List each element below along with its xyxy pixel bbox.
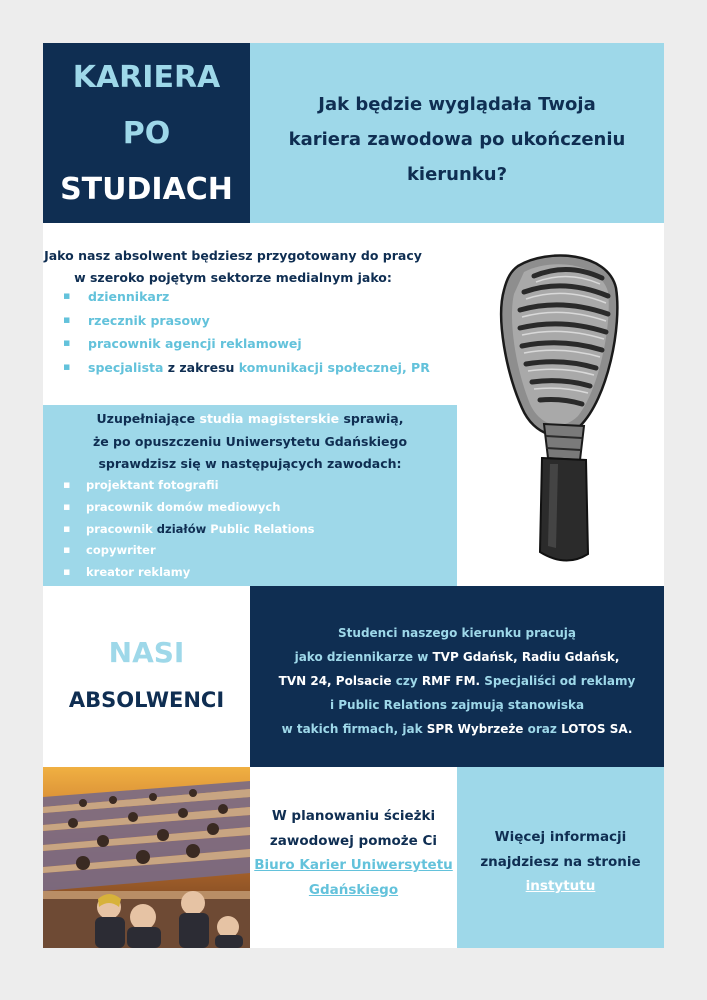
alumni-employers-1: TVP Gdańsk, Radiu Gdańsk, bbox=[432, 650, 620, 664]
job-label: kreator reklamy bbox=[86, 565, 191, 580]
job-label-field: komunikacji społecznej, PR bbox=[238, 359, 430, 375]
job-label: pracownik agencji reklamowej bbox=[88, 336, 302, 351]
job-label: dziennikarz bbox=[88, 289, 170, 304]
job-label: projektant fotografii bbox=[86, 478, 219, 492]
alumni-line-4: i Public Relations zajmują stanowiska bbox=[329, 698, 585, 712]
alumni-title-panel bbox=[43, 586, 250, 767]
career-office-link[interactable]: Biuro Karier Uniwersytetu bbox=[254, 857, 453, 873]
more-info-line-2: znajdziesz na stronie bbox=[480, 853, 641, 870]
list-item bbox=[63, 478, 315, 500]
masters-line-1 bbox=[43, 408, 457, 431]
more-info-panel bbox=[457, 767, 664, 948]
bullet-icon: ▪ bbox=[63, 312, 71, 326]
masters-line-3: sprawdzisz się w następujących zawodach: bbox=[98, 456, 402, 471]
career-office-link-continued[interactable]: Gdańskiego bbox=[308, 881, 399, 898]
alumni-line-3 bbox=[250, 669, 664, 693]
alumni-line-5-a: w takich firmach, jak bbox=[281, 722, 427, 736]
career-office-line-1: W planowaniu ścieżki bbox=[271, 808, 436, 824]
alumni-employers-3: RMF FM. bbox=[421, 674, 481, 688]
lecture-hall-image bbox=[43, 767, 250, 948]
title-line-studiach: STUDIACH bbox=[60, 172, 233, 207]
bullet-icon: ▪ bbox=[63, 565, 71, 579]
job-label-pr: Public Relations bbox=[206, 521, 315, 536]
alumni-title-nasi: NASI bbox=[108, 636, 185, 669]
career-office-line-2: zawodowej pomoże Ci bbox=[269, 832, 438, 849]
job-label-a: pracownik bbox=[86, 521, 157, 536]
alumni-line-5-c: oraz bbox=[523, 722, 562, 736]
job-label-departments: działów bbox=[156, 521, 207, 536]
alumni-line-2 bbox=[250, 645, 664, 669]
list-item bbox=[63, 543, 315, 565]
alumni-line-3-d: Specjaliści od reklamy bbox=[480, 674, 636, 688]
graduate-intro bbox=[43, 245, 423, 289]
masters-intro bbox=[43, 408, 457, 476]
list-item bbox=[63, 500, 315, 522]
question-line-2: kariera zawodowa po ukończeniu bbox=[288, 129, 626, 150]
bullet-icon: ▪ bbox=[63, 359, 71, 373]
masters-line-1-c: sprawią, bbox=[339, 411, 404, 426]
masters-job-list bbox=[63, 478, 315, 587]
list-item bbox=[63, 565, 315, 587]
graduate-intro-line-1: Jako nasz absolwent będziesz przygotowany do pracy bbox=[44, 248, 422, 263]
question-text bbox=[250, 87, 664, 192]
alumni-line-3-b: czy bbox=[391, 674, 422, 688]
job-label-specialist: specjalista bbox=[88, 359, 164, 375]
alumni-line-2-a: jako dziennikarze w bbox=[294, 650, 433, 664]
question-line-3: kierunku? bbox=[406, 164, 508, 185]
question-panel bbox=[250, 43, 664, 223]
lecture-hall-photo bbox=[43, 767, 250, 948]
microphone-icon bbox=[490, 248, 622, 570]
list-item bbox=[63, 522, 315, 544]
bullet-icon: ▪ bbox=[63, 478, 71, 491]
career-office-panel bbox=[250, 767, 457, 948]
alumni-employers-4: SPR Wybrzeże bbox=[426, 722, 524, 736]
masters-panel bbox=[43, 405, 457, 586]
bullet-icon: ▪ bbox=[63, 336, 71, 349]
masters-line-1-a: Uzupełniające bbox=[96, 411, 200, 426]
masters-degree: studia magisterskie bbox=[199, 411, 340, 426]
bullet-icon: ▪ bbox=[63, 499, 71, 513]
alumni-line-1: Studenci naszego kierunku pracują bbox=[338, 626, 576, 640]
title-line-po: PO bbox=[122, 116, 171, 151]
job-label: copywriter bbox=[86, 543, 156, 558]
graduate-intro-line-2: w szeroko pojętym sektorze medialnym jako: bbox=[74, 270, 392, 285]
list-item bbox=[63, 336, 430, 360]
alumni-employers-5: LOTOS SA. bbox=[561, 722, 633, 736]
title-panel bbox=[43, 43, 250, 223]
institute-link[interactable]: instytutu bbox=[525, 878, 596, 894]
alumni-text-panel bbox=[250, 586, 664, 767]
more-info-line-1: Więcej informacji bbox=[494, 829, 627, 845]
alumni-employers-2: TVN 24, Polsacie bbox=[278, 674, 392, 688]
bullet-icon: ▪ bbox=[63, 521, 71, 535]
alumni-title-absolwenci: ABSOLWENCI bbox=[68, 688, 225, 712]
alumni-line-5 bbox=[250, 717, 664, 741]
alumni-text bbox=[250, 621, 664, 741]
career-office-text bbox=[250, 804, 457, 902]
more-info-text bbox=[457, 825, 664, 899]
title-line-kariera: KARIERA bbox=[72, 60, 221, 95]
list-item bbox=[63, 289, 430, 313]
list-item bbox=[63, 360, 430, 384]
graduate-job-list bbox=[63, 289, 430, 383]
bullet-icon: ▪ bbox=[63, 289, 71, 302]
list-item bbox=[63, 313, 430, 337]
job-label: rzecznik prasowy bbox=[88, 312, 210, 328]
job-label: pracownik domów mediowych bbox=[86, 499, 281, 514]
job-label-connector: z zakresu bbox=[163, 359, 239, 375]
question-line-1: Jak będzie wyglądała Twoja bbox=[318, 94, 596, 115]
masters-line-2: że po opuszczeniu Uniwersytetu Gdańskiego bbox=[92, 433, 408, 449]
bullet-icon: ▪ bbox=[63, 543, 71, 557]
